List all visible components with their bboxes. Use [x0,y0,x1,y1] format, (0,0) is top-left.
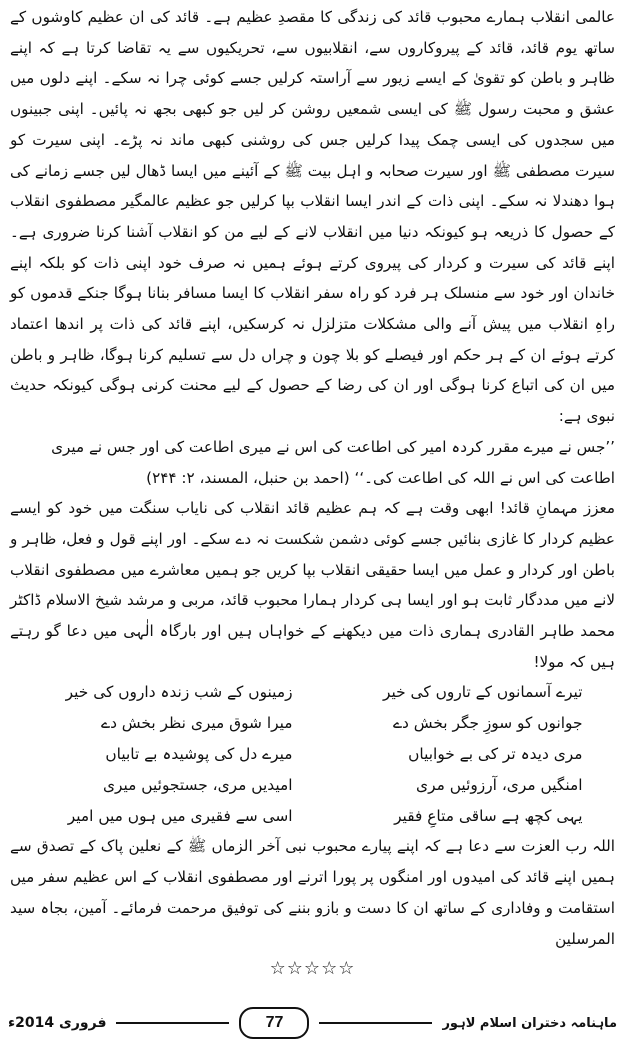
poem-line: زمینوں کے شب زندہ داروں کی خیر [65,683,293,702]
poem-couplet [10,739,615,770]
poem-line: امنگیں مری، آرزوئیں مری [416,775,583,794]
footer-rule [116,1022,229,1024]
star-separator: ☆☆☆☆☆ [269,958,356,980]
footer-issue-date: فروری 2014ء [8,1015,107,1031]
poem-line: مری دیدہ تر کی بے خوابیاں [408,745,583,764]
poem-couplet [10,708,615,739]
poem-line: جوانوں کو سوزِ جگر بخش دے [392,714,583,733]
poem-line: تیرے آسمانوں کے تاروں کی خیر [383,683,583,702]
paragraph-intro: عالمی انقلاب ہمارے محبوب قائد کی زندگی کا مقصدِ عظیم ہے۔ قائد کی ان عظیم کاوشوں کے ساتھ یوم قائد، قائد کے پیروکاروں سے، انقلابیوں سے، تحریکیوں سے یہ تقاضا کرتا ہے کہ اپنے ظاہر و باطن کو تقویٰ کے ایسے زیور سے آراستہ کرلیں جسے کوئی چرا نہ سکے۔ اپنے دلوں میں عشق و محبت رسول ﷺ کی ایسی شمعیں روشن کر لیں جو کبھی بجھ نہ پائیں۔ اپنی جبینوں میں سجدوں کی ایسی چمک پیدا کرلیں جس کی روشنی کبھی ماند نہ پڑے۔ اپنی سیرت کو سیرت مصطفی ﷺ اور سیرت صحابہ و اہل بیت ﷺ کے آئینے میں ایسا ڈھال لیں جسے زمانے کی ہوا دھندلا نہ سکے۔ اپنی ذات کے اندر ایسا انقلاب بپا کرلیں جو عظیم عالمگیر مصطفوی انقلاب کے حصول کا ذریعہ ہو کیونکہ دنیا میں انقلاب لانے کے لیے من کو انقلاب آشنا کرنا ضروری ہے۔ اپنے قائد کی سیرت و کردار کی پیروی کرتے ہوئے ہمیں نہ صرف خود اپنی ذات کو بلکہ اپنے خاندان اور خود سے منسلک ہر فرد کو راہ سفر انقلاب کا ایسا مسافر بنانا ہوگا جنکے قدموں کو راہِ انقلاب میں پیش آنے والی مشکلات متزلزل نہ کرسکیں، اپنے قائد کی ذات پر اندھا اعتماد کرتے ہوئے ان کے ہر حکم اور فیصلے کو بلا چون و چراں دل سے تسلیم کرنا ہوگا، ظاہر و باطن میں ان کی اتباع کرنا ہوگی اور ان کی رضا کے حصول کے لیے محنت کرنی ہوگی کیونکہ حدیث نبوی ہے: [10,8,615,426]
poem-couplet [10,770,615,801]
poem-couplet [10,677,615,708]
poem [10,677,615,831]
poem-line: امیدیں مری، جستجوئیں میری [102,775,293,794]
article-page [10,2,615,1002]
page-number: 77 [239,1007,309,1039]
page-footer [0,1005,625,1041]
footer-magazine-name: ماہنامہ دختران اسلام لاہور [442,1015,617,1031]
poem-line: اسی سے فقیری میں ہوں میں امیر [67,806,293,825]
footer-rule [319,1022,432,1024]
poem-line: میرا شوق میری نظر بخش دے [101,714,293,733]
poem-couplet [10,801,615,832]
hadith-quote: ’’جس نے میرے مقرر کردہ امیر کی اطاعت کی اس نے میری اطاعت کی اور جس نے میری اطاعت کی اس نے اللہ کی اطاعت کی۔‘‘ (احمد بن حنبل، المسند، ۲: ۲۴۴) [51,437,615,487]
paragraph-dua: اللہ رب العزت سے دعا ہے کہ اپنے پیارے محبوب نبی آخر الزماں ﷺ کے نعلین پاک کے تصدق سے ہمیں اپنے قائد کی امیدوں اور امنگوں پر پورا اترنے اور مصطفوی انقلاب کے اس عظیم سفر میں استقامت و وفاداری کے ساتھ ان کا دست و بازو بننے کی توفیق مرحمت فرمائے۔ آمین، بجاہ سید المرسلین [10,837,615,948]
poem-line: یہی کچھ ہے ساقی متاعِ فقیر [394,806,583,825]
paragraph-appeal: معزز مہمانِ قائد! ابھی وقت ہے کہ ہم عظیم قائد انقلاب کی نایاب سنگت میں خود کو ایسے عظیم کردار کا غازی بنائیں جسے کوئی دشمن شکست نہ دے سکے۔ اور اپنے قول و فعل، ظاہر و باطن اور کردار و عمل میں ایسا حقیقی انقلاب بپا کریں جو ہمیں معاشرے میں مصطفوی انقلاب لانے میں مددگار ثابت ہو اور ایسا ہی کردار ہمارا محبوب قائد، مربی و مرشد شیخ الاسلام ڈاکٹر محمد طاہر القادری ہماری ذات میں دیکھنے کے خواہاں ہیں اور بارگاہ الٰہی میں دعا گو رہتے ہیں کہ مولا! [10,499,615,671]
poem-line: میرے دل کی پوشیدہ بے تابیاں [105,745,293,764]
